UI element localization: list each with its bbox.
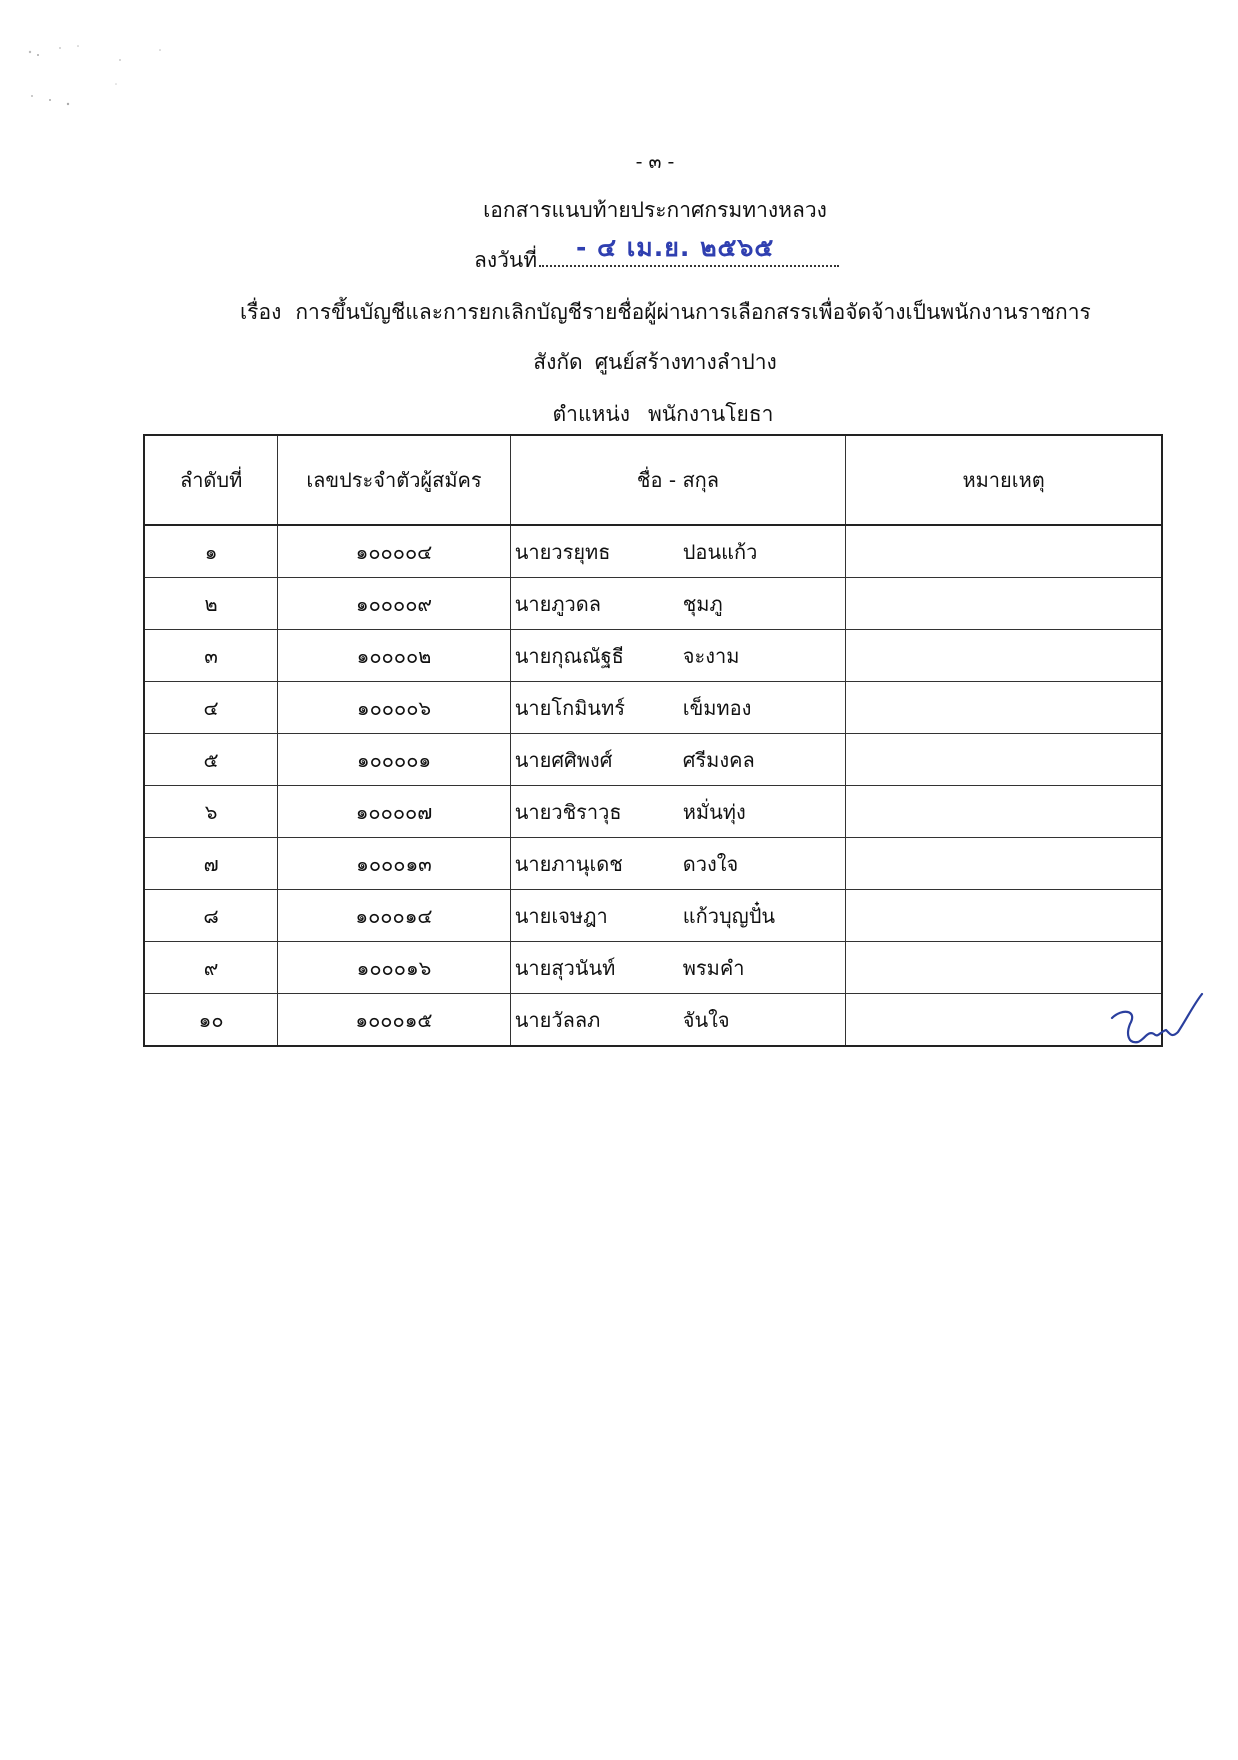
cell-full-name <box>510 682 845 734</box>
first-name: นายภานุเดช <box>514 851 623 876</box>
header-applicant-id: เลขประจำตัวผู้สมัคร <box>278 435 511 525</box>
last-name: เข็มทอง <box>682 695 752 720</box>
cell-remarks <box>846 525 1162 578</box>
attachment-line: เอกสารแนบท้ายประกาศกรมทางหลวง <box>483 198 827 222</box>
first-name: นายสุวนันท์ <box>514 955 616 980</box>
last-name: แก้วบุญปั๋น <box>682 903 776 928</box>
cell-order: ๓ <box>144 630 278 682</box>
cell-applicant-id: ๑๐๐๐๑๕ <box>278 994 511 1047</box>
cell-full-name <box>510 734 845 786</box>
subject-text: การขึ้นบัญชีและการยกเลิกบัญชีรายชื่อผู้ผ่านการเลือกสรรเพื่อจัดจ้างเป็นพนักงานราชการ <box>295 300 1091 324</box>
first-name: นายเจษฎา <box>514 903 608 928</box>
cell-remarks <box>846 890 1162 942</box>
first-name: นายวรยุทธ <box>514 539 611 564</box>
cell-order: ๑ <box>144 525 278 578</box>
candidate-table <box>143 434 1163 1047</box>
cell-full-name <box>510 994 845 1047</box>
cell-applicant-id: ๑๐๐๐๑๓ <box>278 838 511 890</box>
cell-applicant-id: ๑๐๐๐๑๔ <box>278 890 511 942</box>
cell-remarks <box>846 682 1162 734</box>
last-name: ศรีมงคล <box>682 747 755 772</box>
cell-order: ๖ <box>144 786 278 838</box>
affiliation-line <box>0 346 1238 379</box>
cell-order: ๒ <box>144 578 278 630</box>
cell-full-name <box>510 525 845 578</box>
first-name: นายวัลลภ <box>514 1007 601 1032</box>
affiliation-text: ศูนย์สร้างทางลำปาง <box>594 350 777 374</box>
date-line <box>474 233 839 277</box>
subject-label: เรื่อง <box>240 300 282 324</box>
position-line <box>0 398 1238 431</box>
cell-remarks <box>846 734 1162 786</box>
table-row <box>144 942 1162 994</box>
first-name: นายภูวดล <box>514 591 602 616</box>
table-row <box>144 578 1162 630</box>
scan-specks <box>20 40 200 120</box>
cell-full-name <box>510 630 845 682</box>
last-name: ดวงใจ <box>682 851 739 876</box>
cell-full-name <box>510 890 845 942</box>
last-name: ชุมภู <box>682 591 723 616</box>
last-name: จันใจ <box>682 1007 730 1032</box>
cell-applicant-id: ๑๐๐๐๐๗ <box>278 786 511 838</box>
cell-applicant-id: ๑๐๐๐๐๖ <box>278 682 511 734</box>
cell-full-name <box>510 942 845 994</box>
cell-order: ๗ <box>144 838 278 890</box>
position-label: ตำแหน่ง <box>552 402 630 426</box>
last-name: จะงาม <box>682 643 740 668</box>
last-name: พรมคำ <box>682 955 745 980</box>
cell-remarks <box>846 838 1162 890</box>
table-row <box>144 630 1162 682</box>
table-row <box>144 838 1162 890</box>
cell-full-name <box>510 786 845 838</box>
first-name: นายวชิราวุธ <box>514 799 622 824</box>
table-header-row <box>144 435 1162 525</box>
header-order: ลำดับที่ <box>144 435 278 525</box>
last-name: ปอนแก้ว <box>682 539 758 564</box>
cell-order: ๘ <box>144 890 278 942</box>
cell-applicant-id: ๑๐๐๐๑๖ <box>278 942 511 994</box>
affiliation-label: สังกัด <box>533 350 583 374</box>
table-row <box>144 525 1162 578</box>
table-row <box>144 890 1162 942</box>
date-stamp: - ๔ เม.ย. ๒๕๖๕ <box>576 233 775 262</box>
cell-order: ๕ <box>144 734 278 786</box>
table-row <box>144 786 1162 838</box>
page-number: - ๓ - <box>635 151 675 173</box>
cell-order: ๑๐ <box>144 994 278 1047</box>
cell-remarks <box>846 786 1162 838</box>
subject-line <box>240 296 1091 329</box>
last-name: หมั่นทุ่ง <box>682 799 746 824</box>
cell-applicant-id: ๑๐๐๐๐๑ <box>278 734 511 786</box>
date-label: ลงวันที่ <box>474 248 538 272</box>
position-text: พนักงานโยธา <box>647 402 774 426</box>
table-row <box>144 994 1162 1047</box>
cell-applicant-id: ๑๐๐๐๐๙ <box>278 578 511 630</box>
header-remarks: หมายเหตุ <box>846 435 1162 525</box>
cell-remarks <box>846 942 1162 994</box>
table-row <box>144 682 1162 734</box>
cell-full-name <box>510 838 845 890</box>
cell-applicant-id: ๑๐๐๐๐๔ <box>278 525 511 578</box>
first-name: นายกุณณัฐธี <box>514 643 624 668</box>
cell-order: ๙ <box>144 942 278 994</box>
cell-remarks <box>846 630 1162 682</box>
first-name: นายศศิพงศ์ <box>514 747 613 772</box>
cell-remarks <box>846 578 1162 630</box>
signature <box>1108 990 1204 1052</box>
first-name: นายโกมินทร์ <box>514 695 625 720</box>
table-row <box>144 734 1162 786</box>
cell-order: ๔ <box>144 682 278 734</box>
cell-full-name <box>510 578 845 630</box>
header-full-name: ชื่อ - สกุล <box>510 435 845 525</box>
cell-applicant-id: ๑๐๐๐๐๒ <box>278 630 511 682</box>
